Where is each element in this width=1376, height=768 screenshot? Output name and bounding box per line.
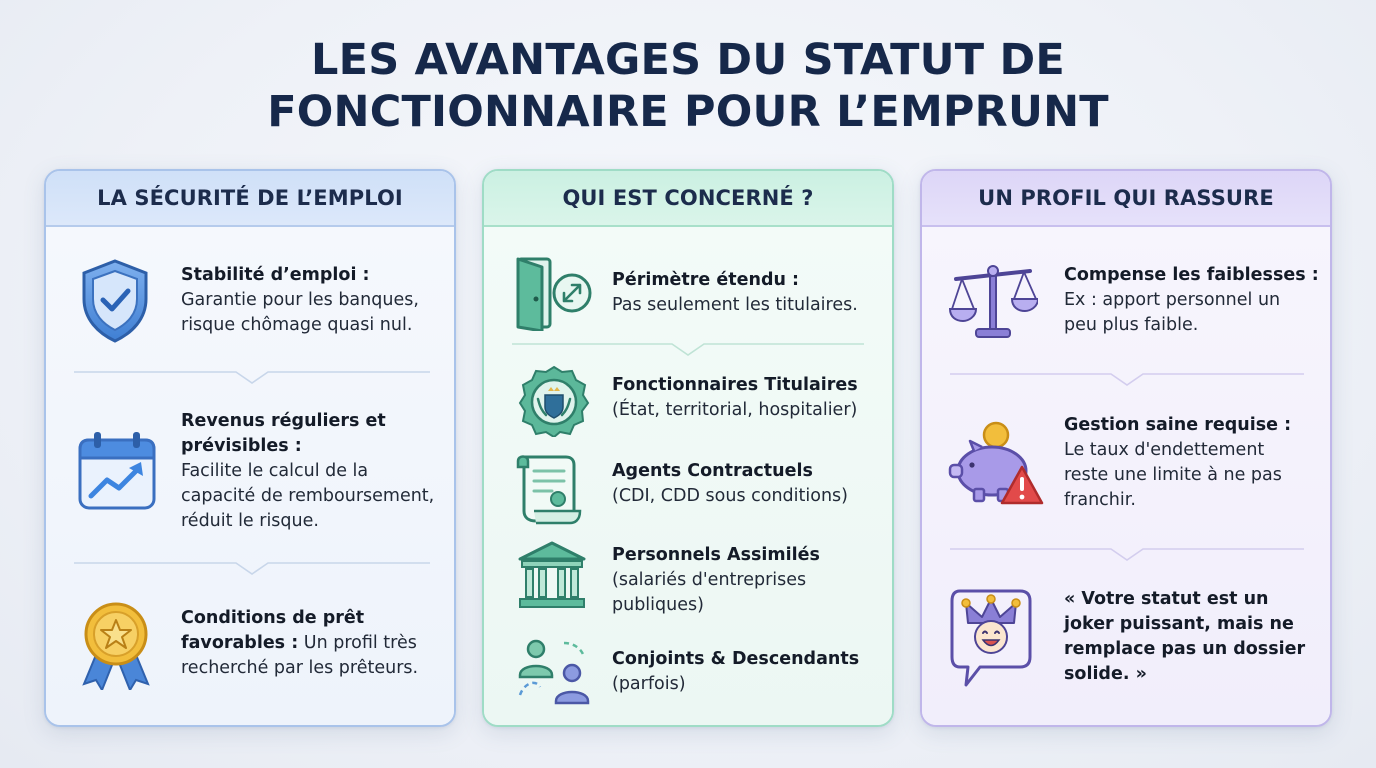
calendar-growth-icon	[77, 430, 157, 516]
card-header-reassuring-profile: UN PROFIL QUI RASSURE	[922, 171, 1330, 227]
institution-building-icon	[516, 539, 588, 615]
card-who-concerned	[482, 169, 894, 727]
seal-emblem-icon	[518, 365, 590, 441]
family-people-icon	[514, 635, 594, 709]
item-titulaires: Fonctionnaires Titulaires (État, territorial, hospitalier)	[612, 375, 858, 420]
section-divider	[74, 561, 430, 573]
piggy-bank-warning-icon	[948, 421, 1044, 511]
card-body-reassuring-profile	[922, 227, 1330, 725]
jester-speech-icon	[950, 589, 1032, 693]
title-line-2: FONCTIONNAIRE POUR L’EMPRUNT	[267, 87, 1109, 137]
card-body-who-concerned	[484, 227, 892, 725]
item-healthy-management: Gestion saine requise : Le taux d'endettement reste une limite à ne pas franchir.	[1064, 415, 1292, 510]
shield-check-icon	[78, 257, 152, 349]
card-reassuring-profile	[920, 169, 1332, 727]
door-expand-icon	[514, 255, 594, 335]
balance-scale-icon	[948, 261, 1038, 345]
item-joker-quote: « Votre statut est un joker puissant, mais ne remplace pas un dossier solide. »	[1064, 589, 1306, 684]
contract-scroll-icon	[514, 451, 586, 531]
item-contractuels: Agents Contractuels (CDI, CDD sous conditions)	[612, 461, 848, 506]
item-regular-income: Revenus réguliers et prévisibles : Facilite le calcul de la capacité de remboursement, réduit le risque.	[181, 411, 435, 531]
card-body-job-security	[46, 227, 454, 725]
item-loan-conditions: Conditions de prêt favorables : Un profil très recherché par les prêteurs.	[181, 608, 419, 678]
item-scope: Périmètre étendu : Pas seulement les titulaires.	[612, 270, 858, 315]
item-compensates-weaknesses: Compense les faiblesses : Ex : apport personnel un peu plus faible.	[1064, 265, 1319, 335]
section-divider	[512, 342, 864, 354]
card-header-job-security: LA SÉCURITÉ DE L’EMPLOI	[46, 171, 454, 227]
section-divider	[74, 370, 430, 382]
card-job-security	[44, 169, 456, 727]
item-job-stability: Stabilité d’emploi : Garantie pour les banques, risque chômage quasi nul.	[181, 265, 419, 335]
medal-star-icon	[80, 600, 152, 694]
card-header-who-concerned: QUI EST CONCERNÉ ?	[484, 171, 892, 227]
item-assimiles: Personnels Assimilés (salariés d'entreprises publiques)	[612, 545, 820, 615]
item-conjoints: Conjoints & Descendants (parfois)	[612, 649, 860, 694]
section-divider	[950, 372, 1304, 384]
section-divider	[950, 547, 1304, 559]
title-line-1: LES AVANTAGES DU STATUT DE	[311, 35, 1065, 85]
page-title	[0, 34, 1376, 138]
